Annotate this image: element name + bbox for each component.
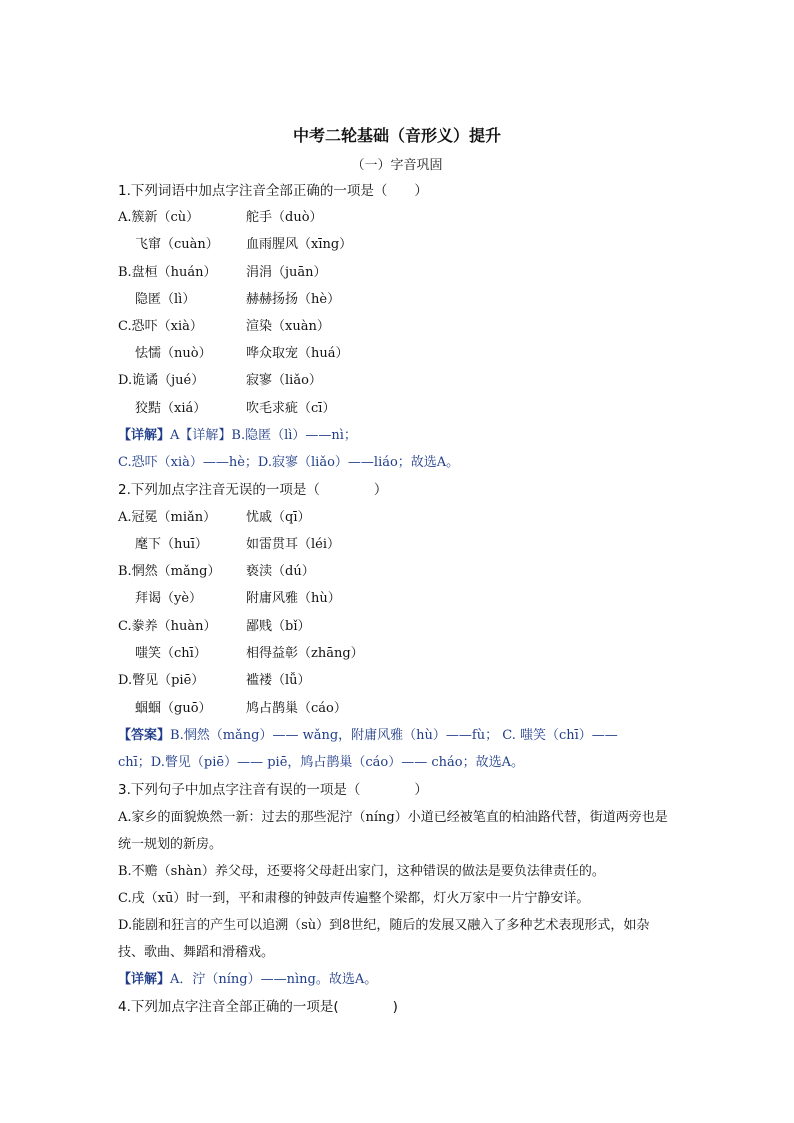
q2-option-c-row2 (135, 645, 364, 663)
q1-answer-text1: A【详解】B.隐匿（lì）——nì； (170, 428, 357, 443)
q2-c1: C.豢养（huàn） (118, 619, 217, 634)
q1-a3: 飞窜（cuàn） (135, 237, 219, 252)
q1-c4: 哗众取宠（huá） (246, 346, 349, 361)
q2-d2: 褴褛（lǚ） (246, 673, 311, 688)
q3-answer-line (118, 971, 377, 989)
q2-answer-text1: B.惘然（mǎng）—— wǎng，附庸风雅（hù）——fù； C. 嗤笑（chī）—— (170, 728, 618, 743)
q1-answer-tag: 【详解】 (118, 428, 171, 443)
q2-a3: 麾下（huī） (135, 537, 208, 552)
q1-c2: 渲染（xuàn） (246, 319, 330, 334)
q2-d1: D.瞥见（piē） (118, 673, 205, 688)
q3-option-b: B.不赡（shàn）养父母，还要将父母赶出家门，这种错误的做法是要负法律责任的。 (118, 864, 605, 879)
q2-option-b-row2 (135, 590, 341, 608)
q2-option-a-row2 (135, 536, 341, 554)
q1-option-b-row2 (135, 291, 341, 309)
q1-answer-line1 (118, 427, 357, 445)
q1-c3: 怯懦（nuò） (135, 346, 212, 361)
question-2-stem: 2.下列加点字注音无误的一项是（ ） (118, 482, 388, 498)
q1-b3: 隐匿（lì） (135, 292, 196, 307)
q1-b4: 赫赫扬扬（hè） (246, 292, 341, 307)
q1-option-b-row1 (118, 264, 327, 282)
section-subtitle: （一）字音巩固 (351, 158, 443, 173)
q2-b1: B.惘然（mǎng） (118, 564, 221, 579)
q2-d4: 鸠占鹊巢（cáo） (246, 701, 347, 716)
q2-answer-line2: chī；D.瞥见（piē）—— piē，鸠占鹊巢（cáo）—— cháo；故选A。 (118, 755, 524, 770)
q1-a4: 血雨腥风（xīng） (246, 237, 353, 252)
q1-a2: 舵手（duò） (246, 210, 323, 225)
page-title: 中考二轮基础（音形义）提升 (292, 126, 501, 145)
q2-option-d-row2 (135, 700, 347, 718)
q2-a2: 忧戚（qī） (246, 510, 311, 525)
q1-option-d-row2 (135, 400, 336, 418)
q3-option-a: A.家乡的面貌焕然一新：过去的那些泥泞（níng）小道已经被笔直的柏油路代替，街道两旁也是统一规划的新房。 (118, 810, 668, 852)
q2-b4: 附庸风雅（hù） (246, 591, 341, 606)
q2-b2: 亵渎（dú） (246, 564, 315, 579)
q2-c3: 嗤笑（chī） (135, 646, 207, 661)
q1-d1: D.诡谲（jué） (118, 373, 205, 388)
q2-a1: A.冠冕（miǎn） (118, 510, 217, 525)
q3-option-d: D.能剧和狂言的产生可以追溯（sù）到8世纪，随后的发展又融入了多种艺术表现形式，如杂技、歌曲、舞蹈和滑稽戏。 (118, 918, 650, 960)
q2-option-c-row1 (118, 618, 311, 636)
q1-option-c-row2 (135, 345, 349, 363)
q1-answer-line2: C.恐吓（xià）——hè；D.寂寥（liǎo）——liáo；故选A。 (118, 455, 460, 470)
q3-answer-tag: 【详解】 (118, 972, 171, 987)
q2-option-a-row1 (118, 509, 311, 527)
q1-option-a-row2 (135, 236, 353, 254)
q2-b3: 拜谒（yè） (135, 591, 203, 606)
q1-a1: A.簇新（cù） (118, 210, 200, 225)
q2-answer-line1 (118, 727, 618, 745)
q2-c2: 鄙贱（bǐ） (246, 619, 311, 634)
q1-b1: B.盘桓（huán） (118, 265, 217, 280)
q2-option-d-row1 (118, 672, 311, 690)
q3-option-c: C.戌（xū）时一到，平和肃穆的钟鼓声传遍整个梁都，灯火万家中一片宁静安详。 (118, 891, 590, 906)
q2-option-b-row1 (118, 563, 315, 581)
q1-b2: 涓涓（juān） (246, 265, 327, 280)
q1-d2: 寂寥（liǎo） (246, 373, 322, 388)
question-4-stem: 4.下列加点字注音全部正确的一项是( ) (118, 999, 398, 1015)
question-3-stem: 3.下列句子中加点字注音有误的一项是（ ） (118, 782, 428, 798)
q2-d3: 蝈蝈（guō） (135, 701, 212, 716)
q2-answer-tag: 【答案】 (118, 728, 171, 743)
q1-option-d-row1 (118, 372, 322, 390)
q3-answer-text: A．泞（níng）——nìng。故选A。 (170, 972, 378, 987)
q2-a4: 如雷贯耳（léi） (246, 537, 341, 552)
q1-option-a-row1 (118, 209, 323, 227)
q1-c1: C.恐吓（xià） (118, 319, 203, 334)
q1-option-c-row1 (118, 318, 330, 336)
q1-d4: 吹毛求疵（cī） (246, 401, 336, 416)
question-1-stem: 1.下列词语中加点字注音全部正确的一项是（ ） (118, 183, 428, 199)
q1-d3: 狡黠（xiá） (135, 401, 207, 416)
q2-c4: 相得益彰（zhāng） (246, 646, 364, 661)
